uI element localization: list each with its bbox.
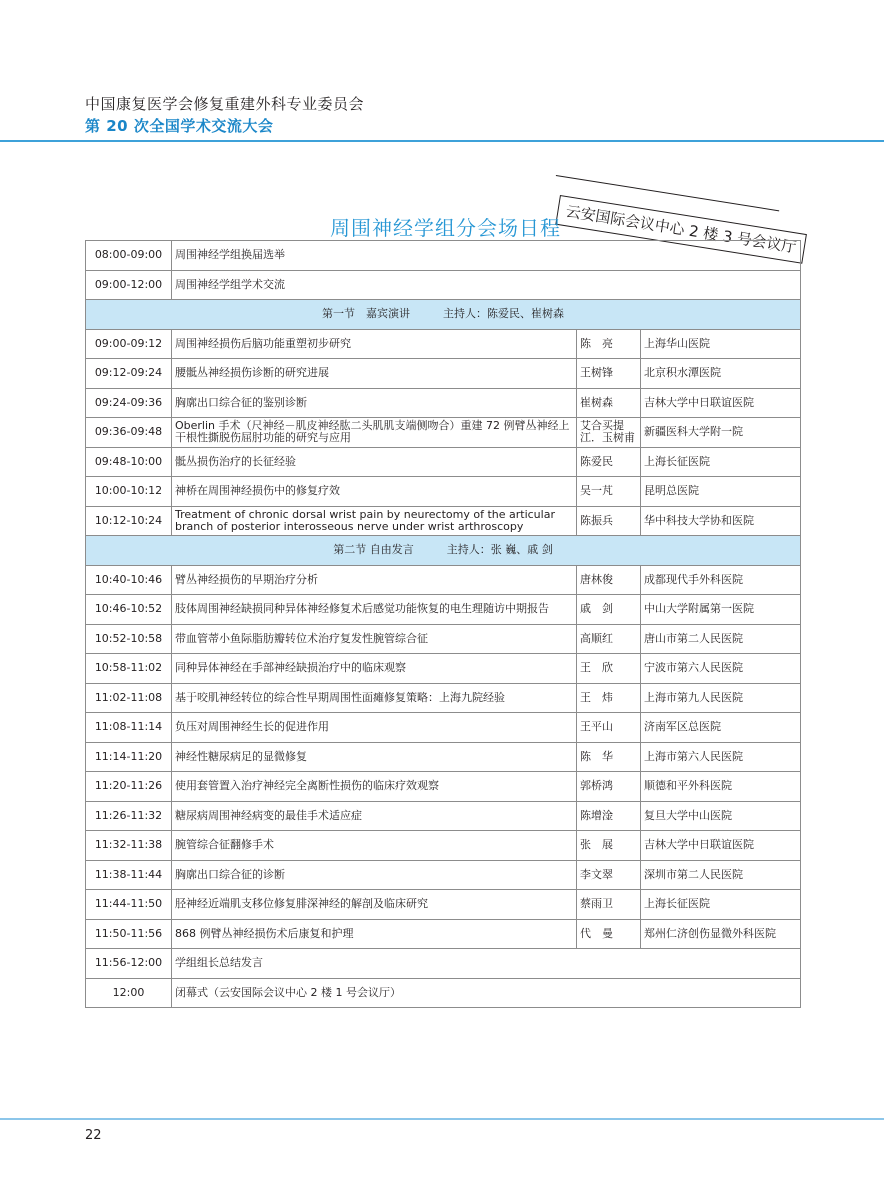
topic-cell: 胫神经近端肌支移位修复腓深神经的解剖及临床研究 xyxy=(172,890,577,920)
table-row xyxy=(86,624,801,654)
time-cell: 11:56-12:00 xyxy=(86,949,172,979)
time-cell: 11:02-11:08 xyxy=(86,683,172,713)
time-cell: 08:00-09:00 xyxy=(86,241,172,271)
speaker-cell: 代 曼 xyxy=(577,919,641,949)
topic-cell: 基于咬肌神经转位的综合性早期周围性面瘫修复策略：上海九院经验 xyxy=(172,683,577,713)
speaker-cell: 唐林俊 xyxy=(577,565,641,595)
time-cell: 10:00-10:12 xyxy=(86,477,172,507)
section-row xyxy=(86,300,801,330)
time-cell: 12:00 xyxy=(86,978,172,1008)
time-cell: 09:24-09:36 xyxy=(86,388,172,418)
speaker-cell: 高顺红 xyxy=(577,624,641,654)
table-row xyxy=(86,447,801,477)
time-cell: 11:26-11:32 xyxy=(86,801,172,831)
section-heading: 第一节 嘉宾演讲 主持人：陈爱民、崔树森 xyxy=(86,300,801,330)
time-cell: 11:20-11:26 xyxy=(86,772,172,802)
speaker-cell: 张 展 xyxy=(577,831,641,861)
topic-cell: 肢体周围神经缺损同种异体神经修复术后感觉功能恢复的电生理随访中期报告 xyxy=(172,595,577,625)
hospital-cell: 新疆医科大学附一院 xyxy=(641,418,801,448)
speaker-cell: 戚 剑 xyxy=(577,595,641,625)
topic-cell: 胸廓出口综合征的诊断 xyxy=(172,860,577,890)
header-conference: 第 20 次全国学术交流大会 xyxy=(85,117,274,135)
speaker-cell: 王树锋 xyxy=(577,359,641,389)
table-row xyxy=(86,388,801,418)
table-row xyxy=(86,801,801,831)
topic-cell: 周围神经损伤后脑功能重塑初步研究 xyxy=(172,329,577,359)
speaker-cell: 吴一芃 xyxy=(577,477,641,507)
hospital-cell: 济南军区总医院 xyxy=(641,713,801,743)
topic-cell: 腕管综合征翻修手术 xyxy=(172,831,577,861)
footer-rule xyxy=(0,1118,884,1120)
hospital-cell: 北京积水潭医院 xyxy=(641,359,801,389)
table-row xyxy=(86,329,801,359)
table-row xyxy=(86,506,801,536)
speaker-cell: 蔡雨卫 xyxy=(577,890,641,920)
speaker-cell: 陈增淦 xyxy=(577,801,641,831)
time-cell: 10:52-10:58 xyxy=(86,624,172,654)
hospital-cell: 上海市第六人民医院 xyxy=(641,742,801,772)
page-number: 22 xyxy=(85,1128,102,1143)
speaker-cell: 艾合买提江．玉树甫 xyxy=(577,418,641,448)
time-cell: 09:00-09:12 xyxy=(86,329,172,359)
speaker-cell: 王 欣 xyxy=(577,654,641,684)
table-row xyxy=(86,949,801,979)
topic-cell: 神桥在周围神经损伤中的修复疗效 xyxy=(172,477,577,507)
hospital-cell: 华中科技大学协和医院 xyxy=(641,506,801,536)
hospital-cell: 唐山市第二人民医院 xyxy=(641,624,801,654)
time-cell: 09:12-09:24 xyxy=(86,359,172,389)
speaker-cell: 郭桥鸿 xyxy=(577,772,641,802)
time-cell: 10:40-10:46 xyxy=(86,565,172,595)
topic-cell: 胸廓出口综合征的鉴别诊断 xyxy=(172,388,577,418)
table-row xyxy=(86,359,801,389)
hospital-cell: 上海市第九人民医院 xyxy=(641,683,801,713)
topic-cell: 负压对周围神经生长的促进作用 xyxy=(172,713,577,743)
hospital-cell: 成都现代手外科医院 xyxy=(641,565,801,595)
speaker-cell: 王 炜 xyxy=(577,683,641,713)
schedule-table xyxy=(85,240,801,1008)
time-cell: 11:50-11:56 xyxy=(86,919,172,949)
speaker-cell: 王平山 xyxy=(577,713,641,743)
topic-cell: Treatment of chronic dorsal wrist pain by neurectomy of the articular branch of posterior interosseous nerve under wrist arthroscopy xyxy=(172,506,577,536)
time-cell: 11:08-11:14 xyxy=(86,713,172,743)
table-row xyxy=(86,978,801,1008)
topic-cell: 同种异体神经在手部神经缺损治疗中的临床观察 xyxy=(172,654,577,684)
table-row xyxy=(86,270,801,300)
topic-cell: 周围神经学组学术交流 xyxy=(172,270,801,300)
hospital-cell: 宁波市第六人民医院 xyxy=(641,654,801,684)
topic-cell: 腰骶丛神经损伤诊断的研究进展 xyxy=(172,359,577,389)
header-organization: 中国康复医学会修复重建外科专业委员会 xyxy=(85,95,365,113)
hospital-cell: 昆明总医院 xyxy=(641,477,801,507)
section-row xyxy=(86,536,801,566)
hospital-cell: 上海长征医院 xyxy=(641,447,801,477)
table-row xyxy=(86,565,801,595)
topic-cell: 骶丛损伤治疗的长征经验 xyxy=(172,447,577,477)
time-cell: 11:32-11:38 xyxy=(86,831,172,861)
hospital-cell: 中山大学附属第一医院 xyxy=(641,595,801,625)
header-rule xyxy=(0,140,884,142)
table-row xyxy=(86,742,801,772)
venue-stamp: 云安国际会议中心 2 楼 3 号会议厅 xyxy=(555,195,807,264)
hospital-cell: 上海长征医院 xyxy=(641,890,801,920)
table-row xyxy=(86,654,801,684)
topic-cell: 868 例臂丛神经损伤术后康复和护理 xyxy=(172,919,577,949)
topic-cell: Oberlin 手术（尺神经－肌皮神经肱二头肌肌支端侧吻合）重建 72 例臂丛神经上干根性撕脱伤屈肘功能的研究与应用 xyxy=(172,418,577,448)
time-cell: 11:44-11:50 xyxy=(86,890,172,920)
table-row xyxy=(86,831,801,861)
topic-cell: 闭幕式（云安国际会议中心 2 楼 1 号会议厅） xyxy=(172,978,801,1008)
hospital-cell: 复旦大学中山医院 xyxy=(641,801,801,831)
topic-cell: 使用套管置入治疗神经完全离断性损伤的临床疗效观察 xyxy=(172,772,577,802)
topic-cell: 带血管蒂小鱼际脂肪瓣转位术治疗复发性腕管综合征 xyxy=(172,624,577,654)
table-row xyxy=(86,713,801,743)
hospital-cell: 顺德和平外科医院 xyxy=(641,772,801,802)
hospital-cell: 深圳市第二人民医院 xyxy=(641,860,801,890)
table-row xyxy=(86,241,801,271)
topic-cell: 神经性糖尿病足的显微修复 xyxy=(172,742,577,772)
page-title: 周围神经学组分会场日程 xyxy=(330,216,561,240)
topic-cell: 学组组长总结发言 xyxy=(172,949,801,979)
time-cell: 09:48-10:00 xyxy=(86,447,172,477)
time-cell: 09:36-09:48 xyxy=(86,418,172,448)
table-row xyxy=(86,772,801,802)
time-cell: 09:00-12:00 xyxy=(86,270,172,300)
speaker-cell: 陈振兵 xyxy=(577,506,641,536)
topic-cell: 臂丛神经损伤的早期治疗分析 xyxy=(172,565,577,595)
speaker-cell: 李文翠 xyxy=(577,860,641,890)
table-row xyxy=(86,890,801,920)
speaker-cell: 陈爱民 xyxy=(577,447,641,477)
table-row xyxy=(86,595,801,625)
topic-cell: 糖尿病周围神经病变的最佳手术适应症 xyxy=(172,801,577,831)
table-row xyxy=(86,683,801,713)
time-cell: 10:46-10:52 xyxy=(86,595,172,625)
hospital-cell: 上海华山医院 xyxy=(641,329,801,359)
hospital-cell: 郑州仁济创伤显微外科医院 xyxy=(641,919,801,949)
speaker-cell: 崔树森 xyxy=(577,388,641,418)
time-cell: 10:58-11:02 xyxy=(86,654,172,684)
time-cell: 10:12-10:24 xyxy=(86,506,172,536)
table-row xyxy=(86,860,801,890)
hospital-cell: 吉林大学中日联谊医院 xyxy=(641,388,801,418)
section-heading: 第二节 自由发言 主持人：张 巍、戚 剑 xyxy=(86,536,801,566)
time-cell: 11:14-11:20 xyxy=(86,742,172,772)
time-cell: 11:38-11:44 xyxy=(86,860,172,890)
speaker-cell: 陈 华 xyxy=(577,742,641,772)
table-row xyxy=(86,477,801,507)
speaker-cell: 陈 亮 xyxy=(577,329,641,359)
table-row xyxy=(86,919,801,949)
topic-cell: 周围神经学组换届选举 xyxy=(172,241,801,271)
table-row xyxy=(86,418,801,448)
hospital-cell: 吉林大学中日联谊医院 xyxy=(641,831,801,861)
